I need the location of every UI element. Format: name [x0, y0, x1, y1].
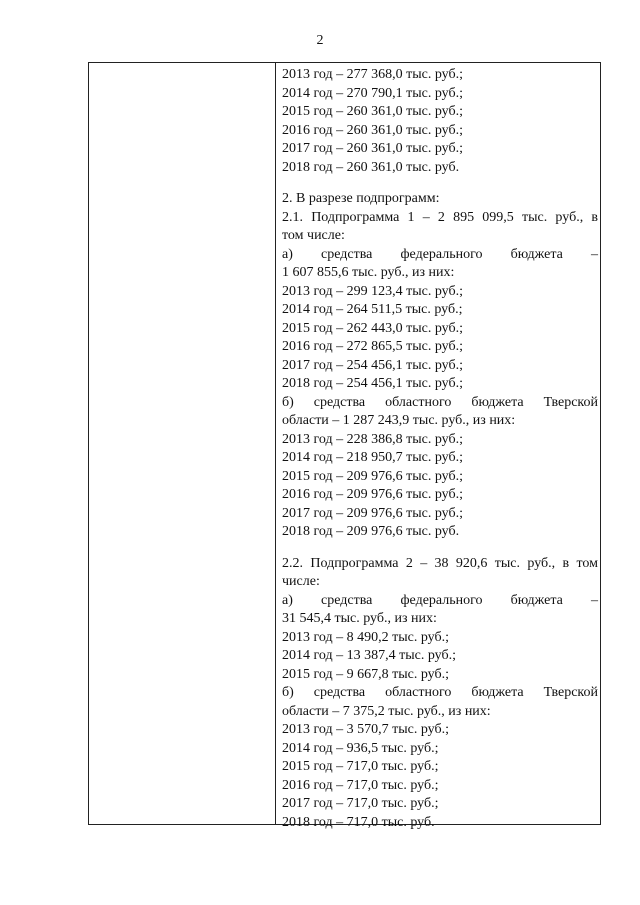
year-line: 2017 год – 717,0 тыс. руб.;: [282, 796, 439, 811]
section-heading: 2. В разрезе подпрограмм:: [282, 191, 440, 206]
year-line: 2014 год – 13 387,4 тыс. руб.;: [282, 648, 456, 663]
page-number: 2: [316, 33, 324, 48]
year-line: 2016 год – 260 361,0 тыс. руб.;: [282, 122, 463, 138]
subprogram-2: [282, 555, 598, 833]
funding-table: [88, 62, 601, 830]
year-line: 2015 год – 717,0 тыс. руб.;: [282, 759, 439, 774]
year-line: 2014 год – 264 511,5 тыс. руб.;: [282, 302, 463, 317]
year-line: 2013 год – 277 368,0 тыс. руб.;: [282, 67, 463, 82]
subprogram-title-cont: том числе:: [282, 228, 345, 243]
year-line: 2017 год – 254 456,1 тыс. руб.;: [282, 357, 463, 373]
federal-budget-label: а) средства федерального бюджета –: [282, 592, 598, 608]
year-line: 2013 год – 3 570,7 тыс. руб.;: [282, 722, 449, 737]
year-line: 2015 год – 260 361,0 тыс. руб.;: [282, 104, 463, 119]
subprogram-title-cont: числе:: [282, 574, 320, 589]
subprogram-title: 2.1. Подпрограмма 1 – 2 895 099,5 тыс. руб., в: [282, 209, 598, 225]
federal-budget-total: 1 607 855,6 тыс. руб., из них:: [282, 265, 455, 280]
year-line: 2016 год – 717,0 тыс. руб.;: [282, 777, 439, 793]
year-line: 2016 год – 272 865,5 тыс. руб.;: [282, 339, 463, 354]
regional-budget-label: б) средства областного бюджета Тверской: [282, 685, 598, 700]
year-line: 2018 год – 717,0 тыс. руб.: [282, 814, 435, 830]
subprogram-1: [282, 209, 598, 542]
regional-budget-total: области – 1 287 243,9 тыс. руб., из них:: [282, 413, 516, 428]
year-line: 2018 год – 254 456,1 тыс. руб.;: [282, 376, 463, 391]
total-by-year-list: [282, 66, 598, 177]
year-line: 2015 год – 209 976,6 тыс. руб.;: [282, 468, 463, 484]
year-line: 2014 год – 218 950,7 тыс. руб.;: [282, 450, 463, 465]
year-line: 2018 год – 260 361,0 тыс. руб.: [282, 159, 460, 175]
regional-budget-label: б) средства областного бюджета Тверской: [282, 394, 598, 410]
federal-budget-label: а) средства федерального бюджета –: [282, 246, 598, 262]
year-line: 2017 год – 260 361,0 тыс. руб.;: [282, 141, 463, 156]
table-left-column: [89, 63, 276, 824]
year-line: 2013 год – 299 123,4 тыс. руб.;: [282, 283, 463, 299]
year-line: 2014 год – 936,5 тыс. руб.;: [282, 740, 439, 756]
year-line: 2013 год – 8 490,2 тыс. руб.;: [282, 629, 449, 645]
subprogram-title: 2.2. Подпрограмма 2 – 38 920,6 тыс. руб., в том: [282, 555, 598, 571]
year-line: 2013 год – 228 386,8 тыс. руб.;: [282, 431, 463, 447]
year-line: 2017 год – 209 976,6 тыс. руб.;: [282, 505, 463, 521]
year-line: 2016 год – 209 976,6 тыс. руб.;: [282, 487, 463, 502]
year-line: 2015 год – 9 667,8 тыс. руб.;: [282, 666, 449, 682]
federal-budget-total: 31 545,4 тыс. руб., из них:: [282, 611, 437, 626]
year-line: 2014 год – 270 790,1 тыс. руб.;: [282, 85, 463, 101]
table-right-column: [282, 66, 598, 832]
year-line: 2015 год – 262 443,0 тыс. руб.;: [282, 320, 463, 336]
year-line: 2018 год – 209 976,6 тыс. руб.: [282, 524, 460, 539]
regional-budget-total: области – 7 375,2 тыс. руб., из них:: [282, 703, 491, 719]
